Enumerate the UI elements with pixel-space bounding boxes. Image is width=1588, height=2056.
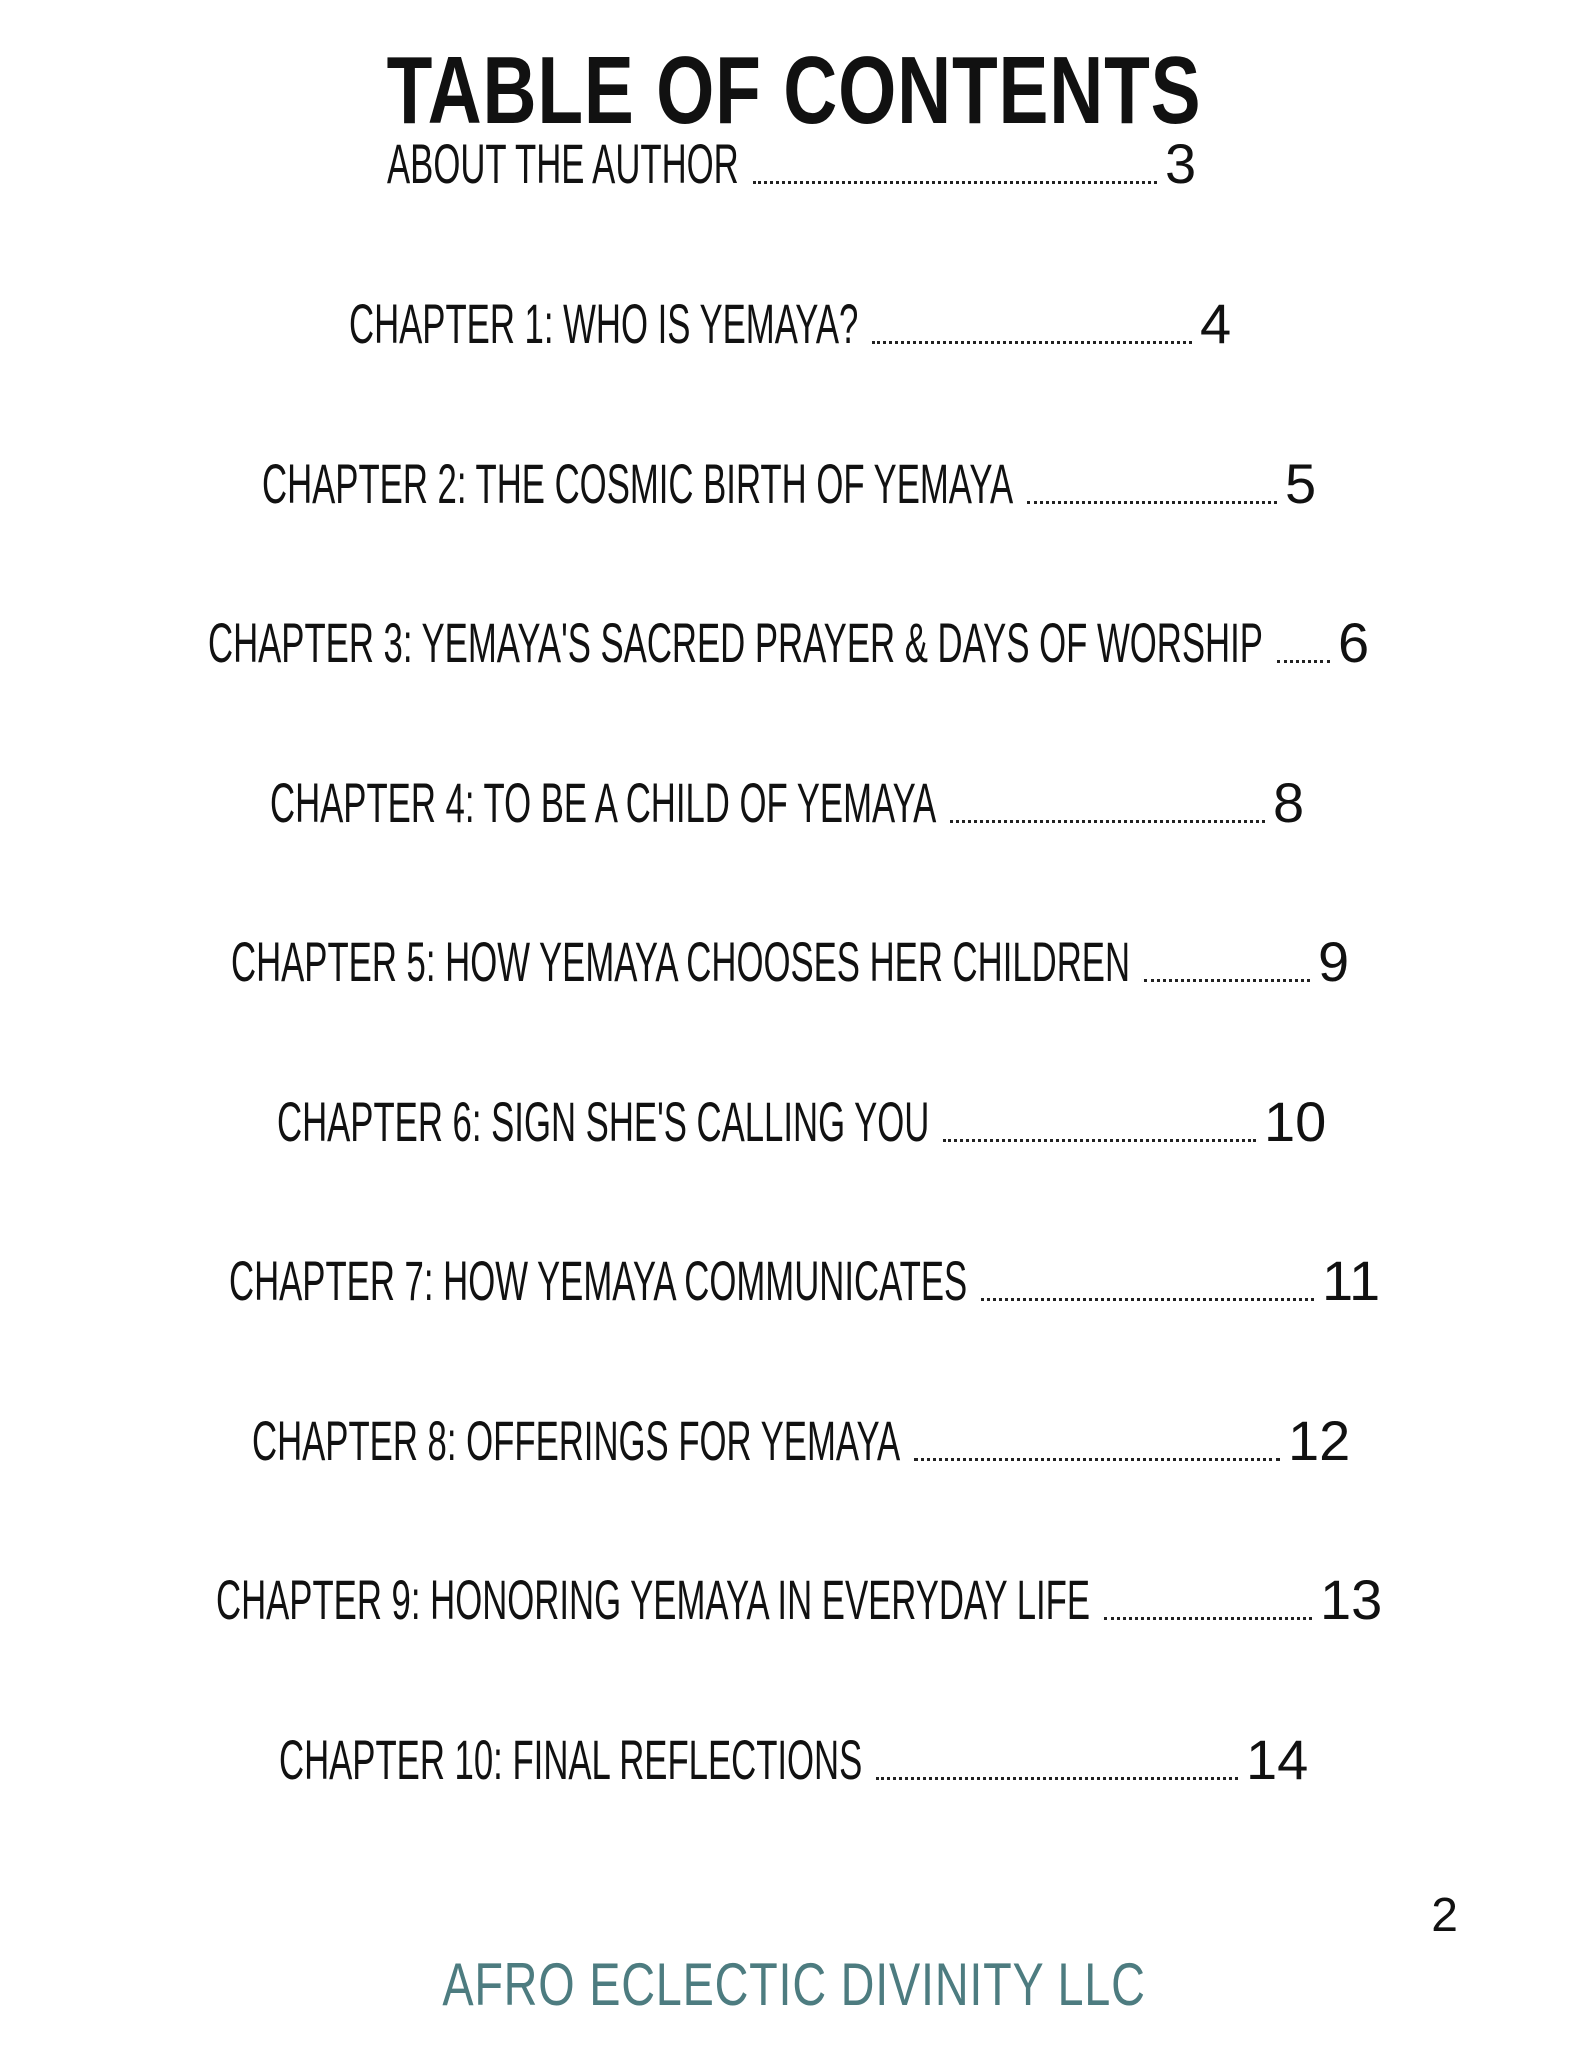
- toc-entry-page: 8: [1273, 771, 1305, 834]
- toc-dot-leader: [914, 1458, 1280, 1461]
- toc-entry-label: CHAPTER 5: HOW YEMAYA CHOOSES HER CHILDREN: [231, 930, 1131, 993]
- toc-entry-label: CHAPTER 7: HOW YEMAYA COMMUNICATES: [229, 1249, 968, 1312]
- toc-entry-page: 4: [1200, 292, 1232, 355]
- toc-entry-chapter-4[interactable]: [0, 765, 1588, 835]
- toc-entry-label: CHAPTER 1: WHO IS YEMAYA?: [349, 292, 859, 355]
- toc-dot-leader: [981, 1298, 1314, 1301]
- toc-entry-chapter-7[interactable]: [0, 1243, 1588, 1313]
- toc-entry-page: 9: [1318, 930, 1350, 993]
- toc-entry-label: CHAPTER 2: THE COSMIC BIRTH OF YEMAYA: [262, 452, 1014, 515]
- toc-entry-label: CHAPTER 10: FINAL REFLECTIONS: [279, 1728, 863, 1791]
- toc-entry-chapter-9[interactable]: [0, 1562, 1588, 1632]
- toc-entry-page: 14: [1246, 1728, 1309, 1791]
- toc-entry-chapter-3[interactable]: [0, 605, 1588, 675]
- toc-entry-page: 10: [1264, 1090, 1327, 1153]
- toc-entry-page: 12: [1288, 1409, 1351, 1472]
- page-title: TABLE OF CONTENTS: [386, 37, 1202, 144]
- toc-entry-label: CHAPTER 4: TO BE A CHILD OF YEMAYA: [270, 771, 937, 834]
- toc-entry-label: CHAPTER 9: HONORING YEMAYA IN EVERYDAY LIFE: [216, 1568, 1091, 1631]
- toc-dot-leader: [1277, 660, 1330, 663]
- footer-brand: AFRO ECLECTIC DIVINITY LLC: [442, 1951, 1146, 2018]
- toc-entry-label: CHAPTER 3: YEMAYA'S SACRED PRAYER & DAYS OF WORSHIP: [208, 611, 1263, 674]
- toc-dot-leader: [876, 1777, 1238, 1780]
- toc-entry-chapter-10[interactable]: [0, 1722, 1588, 1792]
- toc-entry-page: 6: [1338, 611, 1370, 674]
- toc-dot-leader: [753, 181, 1157, 184]
- toc-entry-chapter-1[interactable]: [0, 286, 1588, 356]
- toc-entry-chapter-8[interactable]: [0, 1403, 1588, 1473]
- toc-dot-leader: [872, 341, 1192, 344]
- toc-entry-label: ABOUT THE AUTHOR: [387, 132, 739, 195]
- toc-entry-chapter-5[interactable]: [0, 924, 1588, 994]
- toc-entry-page: 5: [1285, 452, 1317, 515]
- toc-entry-chapter-2[interactable]: [0, 446, 1588, 516]
- toc-entry-about-the-author[interactable]: [0, 126, 1588, 196]
- toc-dot-leader: [1027, 501, 1277, 504]
- toc-entry-page: 11: [1322, 1249, 1381, 1312]
- toc-dot-leader: [1144, 979, 1310, 982]
- page-number: 2: [1431, 1889, 1458, 1942]
- toc-dot-leader: [950, 820, 1265, 823]
- toc-entry-chapter-6[interactable]: [0, 1084, 1588, 1154]
- toc-entry-label: CHAPTER 6: SIGN SHE'S CALLING YOU: [277, 1090, 930, 1153]
- toc-dot-leader: [943, 1139, 1256, 1142]
- toc-entry-page: 13: [1320, 1568, 1383, 1631]
- toc-entry-page: 3: [1165, 132, 1197, 195]
- toc-entry-label: CHAPTER 8: OFFERINGS FOR YEMAYA: [252, 1409, 901, 1472]
- toc-dot-leader: [1104, 1617, 1312, 1620]
